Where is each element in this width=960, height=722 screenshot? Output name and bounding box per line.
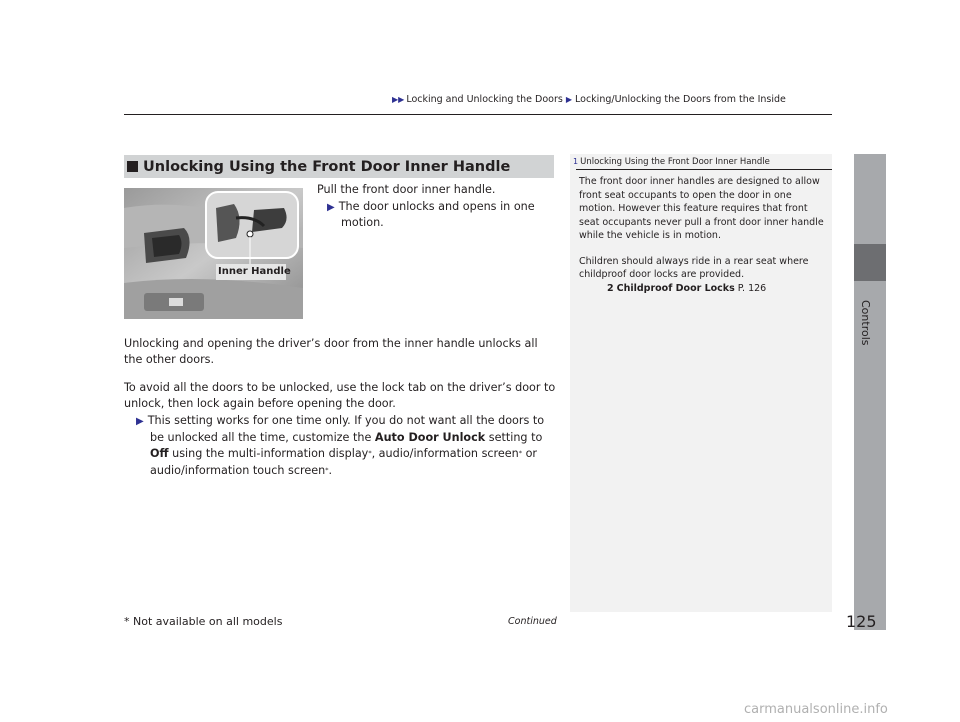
arrow-icon: ▶ [136, 415, 144, 427]
footnote: * Not available on all models [124, 615, 283, 628]
section-heading [124, 155, 554, 178]
body-paragraph-1: Unlocking and opening the driver’s door from the inner handle unlocks all the other doors. [124, 337, 538, 367]
header-rule [124, 114, 832, 115]
chapter-tab-strip [854, 154, 886, 630]
note-number: 1 [573, 157, 579, 166]
continued-label: Continued [508, 616, 557, 627]
arrow-icon: ▶ [327, 201, 335, 213]
section-title: Unlocking Using the Front Door Inner Handle [143, 158, 511, 175]
chapter-tab-active [854, 244, 886, 281]
reference-page: P. 126 [734, 282, 767, 294]
setting-name: Auto Door Unlock [374, 431, 486, 445]
cross-reference-link[interactable] [579, 282, 827, 296]
reference-title: Childproof Door Locks [616, 282, 735, 294]
breadcrumb-item-2: Locking/Unlocking the Doors from the Inside [575, 94, 786, 105]
note-paragraph-2: Children should always ride in a rear seat where childproof door locks are provided. [579, 255, 809, 280]
double-arrow-icon: ▶▶ [392, 95, 405, 104]
reference-icon: 2 [607, 282, 614, 294]
note-paragraph-1: The front door inner handles are designed to allow front seat occupants to open the door in one motion. However this feature requires that front seat occupants never pull a front door inner handle while the vehicle is in motion. [579, 176, 824, 241]
step-result: ▶ The door unlocks and opens in one motion. [327, 199, 535, 229]
body-subpoint: ▶ This setting works for one time only. If you do not want all the doors to be unlocked all the time, customize the Auto Door Unlock setting to Off using the multi-information display*, audio/information screen* or audio/information touch screen*. [136, 413, 545, 477]
notes-text [579, 175, 827, 295]
notes-heading-rule [576, 169, 832, 170]
body-paragraph-2: To avoid all the doors to be unlocked, use the lock tab on the driver’s door to unlock, then lock again before opening the door. [124, 380, 556, 411]
watermark: carmanualsonline.info [744, 702, 888, 717]
breadcrumb-item-1: Locking and Unlocking the Doors [406, 94, 563, 105]
body-text [124, 336, 556, 479]
arrow-icon: ▶ [565, 95, 573, 104]
square-bullet-icon [127, 161, 138, 172]
inner-handle-callout: Inner Handle [218, 266, 291, 277]
page-number: 125 [846, 612, 877, 631]
step-main: Pull the front door inner handle. [317, 183, 496, 196]
breadcrumb [392, 94, 786, 105]
step-instruction [317, 182, 557, 231]
notes-heading: 1 Unlocking Using the Front Door Inner Handle [573, 157, 770, 167]
door-handle-photo [124, 188, 303, 319]
setting-value: Off [150, 447, 169, 461]
